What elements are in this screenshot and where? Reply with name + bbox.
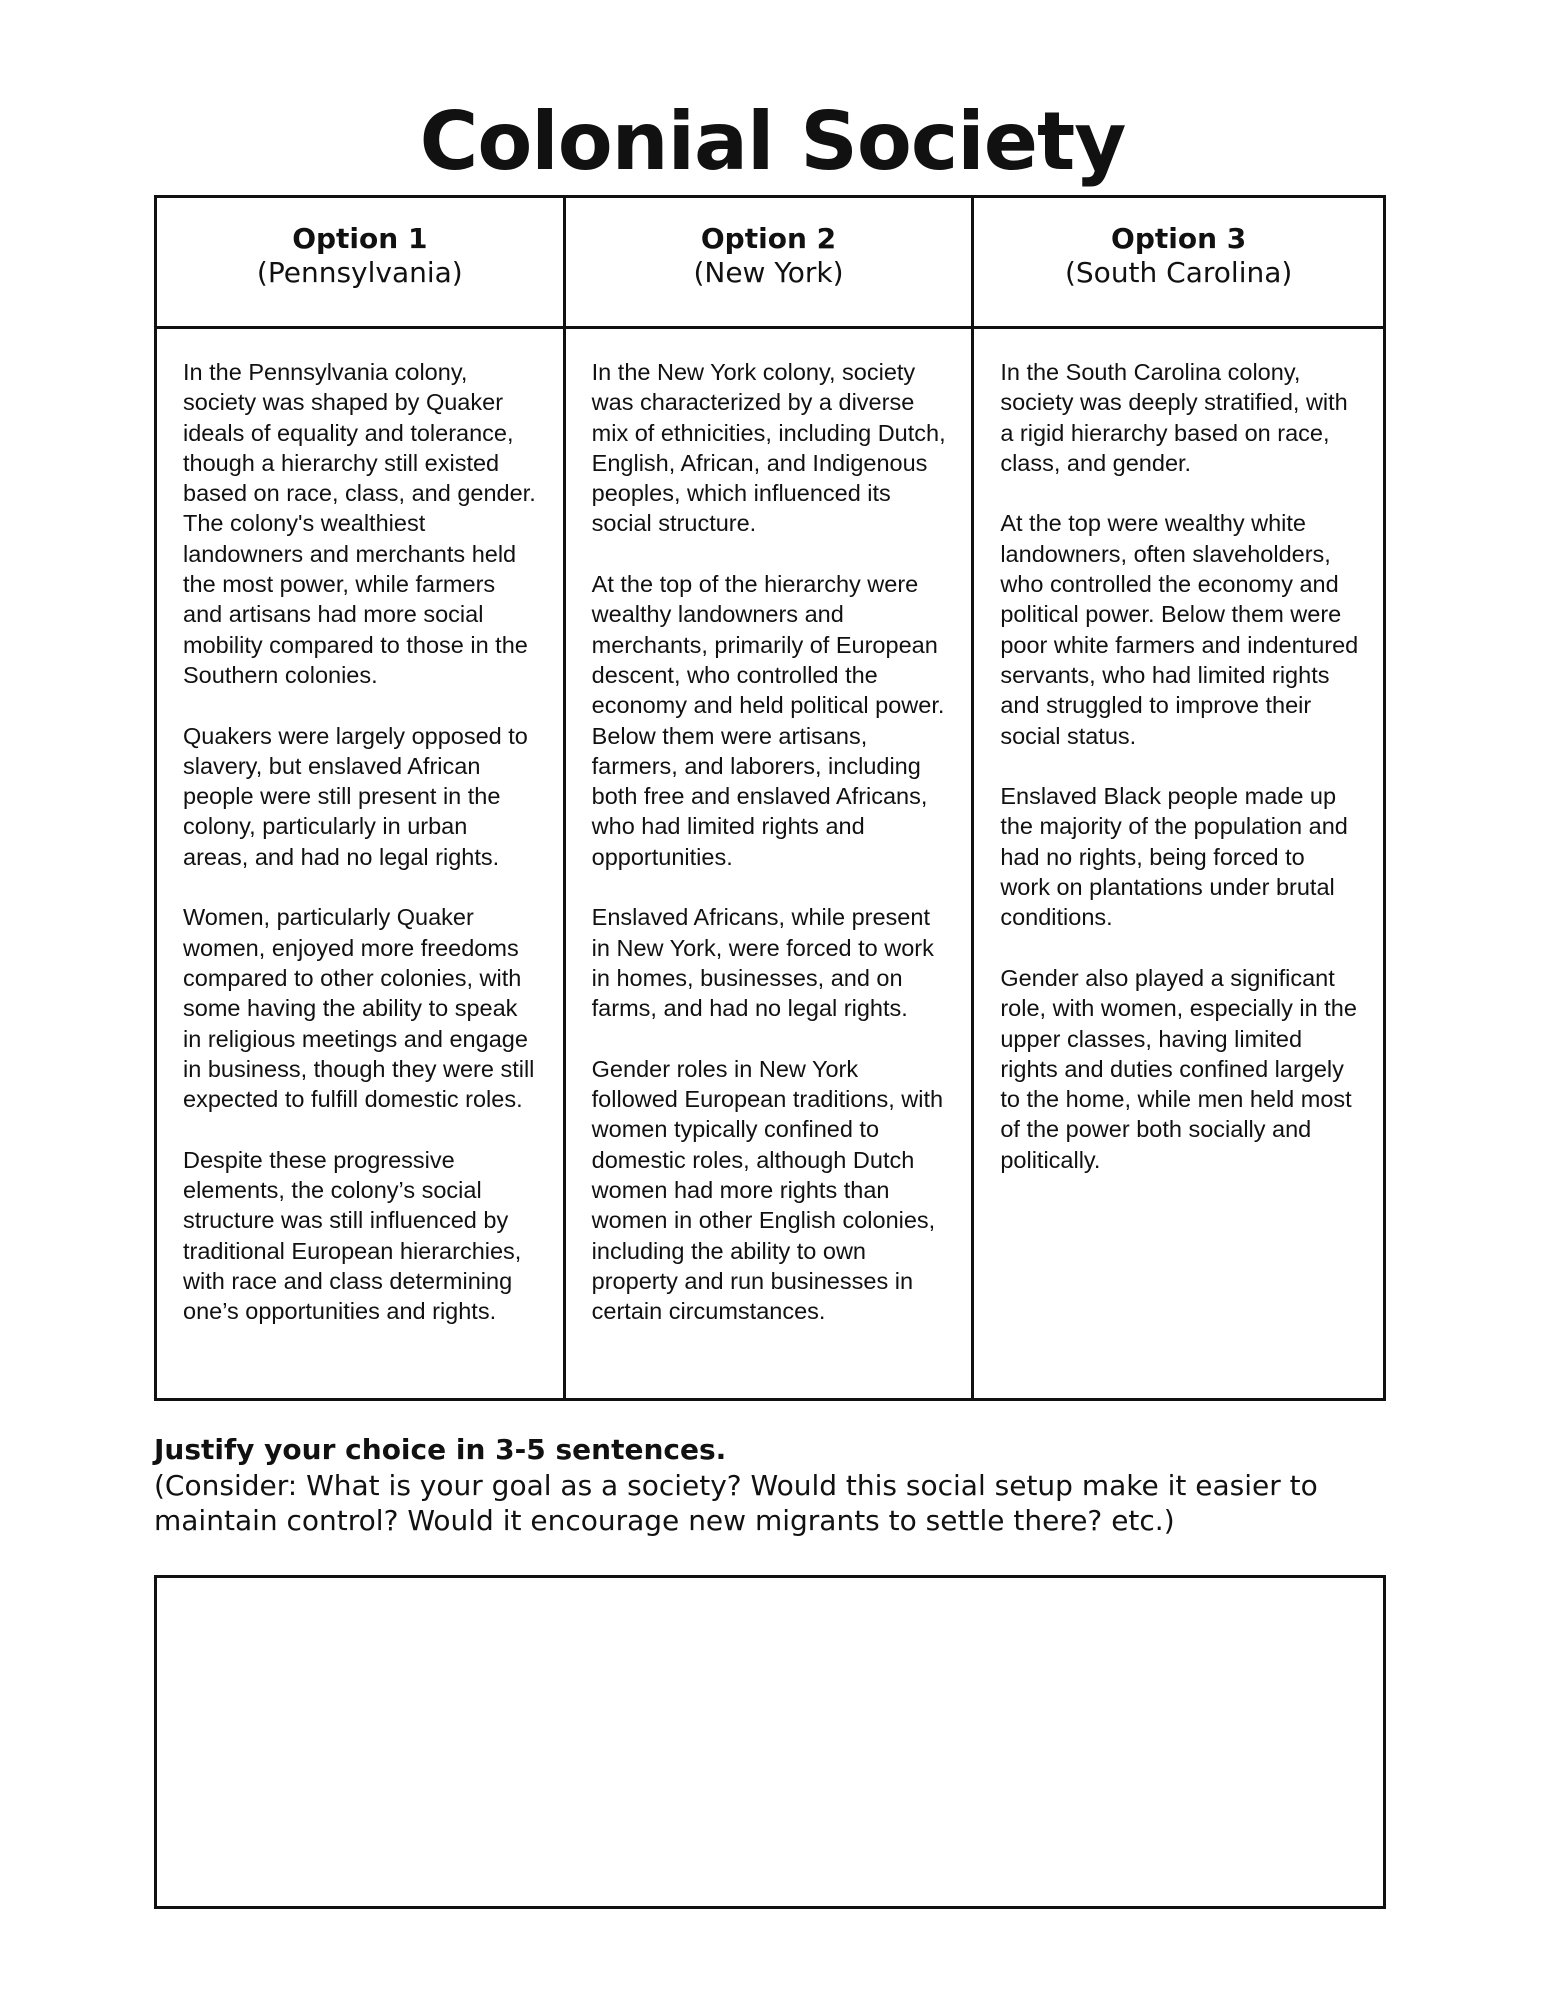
option-1-label: Option 1	[292, 222, 428, 255]
option-1-paragraph: Quakers were largely opposed to slavery, but enslaved African people were still present in the colony, particularly in urban areas, and had no legal rights.	[183, 722, 528, 870]
option-1-header	[157, 198, 566, 329]
option-1-description	[157, 329, 566, 1398]
option-3-paragraph: Gender also played a significant role, with women, especially in the upper classes, having limited rights and duties confined largely to the home, while men held most of the power both socially and politically.	[1000, 964, 1357, 1173]
option-2-label: Option 2	[700, 222, 837, 255]
option-1-paragraph: In the Pennsylvania colony, society was shaped by Quaker ideals of equality and tolerance, though a hierarchy still existed based on race, class, and gender. The colony's wealthiest landowners and merchants held the most power, while farmers and artisans had more social mobility compared to those in the Southern colonies.	[183, 359, 536, 688]
option-3-paragraph: Enslaved Black people made up the majority of the population and had no rights, being forced to work on plantations under brutal conditions.	[1000, 783, 1348, 931]
option-3-description	[974, 329, 1383, 1398]
option-2-description	[566, 329, 975, 1398]
answer-box[interactable]	[154, 1575, 1386, 1909]
option-3-place: (South Carolina)	[1064, 256, 1293, 289]
option-2-paragraph: In the New York colony, society was characterized by a diverse mix of ethnicities, including Dutch, English, African, and Indigenous peoples, which influenced its social structure.	[591, 359, 946, 537]
option-2-place: (New York)	[693, 256, 844, 289]
option-2-paragraph: Enslaved Africans, while present in New York, were forced to work in homes, businesses, and on farms, and had no legal rights.	[591, 904, 934, 1022]
option-1-paragraph: Despite these progressive elements, the colony’s social structure was still influenced by traditional European hierarchies, with race and class determining one’s opportunities and rights.	[183, 1146, 522, 1325]
option-3-label: Option 3	[1111, 222, 1247, 255]
option-2-paragraph: Gender roles in New York followed European traditions, with women typically confined to domestic roles, although Dutch women had more rights than women in other English colonies, including the ability to own property and run businesses in certain circumstances.	[591, 1055, 944, 1325]
option-2-header	[566, 198, 975, 329]
option-1-paragraph: Women, particularly Quaker women, enjoyed more freedoms compared to other colonies, with some having the ability to speak in religious meetings and engage in business, though they were still expected to fulfill domestic roles.	[183, 904, 535, 1113]
option-2-paragraph: At the top of the hierarchy were wealthy landowners and merchants, primarily of European descent, who controlled the economy and held political power. Below them were artisans, farmers, and laborers, including both free and enslaved Africans, who had limited rights and opportunities.	[591, 571, 945, 870]
option-3-paragraph: In the South Carolina colony, society was deeply stratified, with a rigid hierarchy based on race, class, and gender.	[1000, 359, 1348, 476]
options-table	[154, 195, 1386, 1401]
justify-prompt	[154, 1432, 1404, 1538]
justify-heading: Justify your choice in 3-5 sentences.	[154, 1433, 727, 1466]
option-1-place: (Pennsylvania)	[256, 256, 463, 289]
page-title: Colonial Society	[419, 95, 1126, 188]
option-3-header	[974, 198, 1383, 329]
justify-consider-text: (Consider: What is your goal as a society? Would this social setup make it easier to maintain control? Would it encourage new migrants to settle there? etc.)	[154, 1469, 1318, 1537]
option-3-paragraph: At the top were wealthy white landowners, often slaveholders, who controlled the economy and political power. Below them were poor white farmers and indentured servants, who had limited rights and struggled to improve their social status.	[1000, 510, 1359, 749]
